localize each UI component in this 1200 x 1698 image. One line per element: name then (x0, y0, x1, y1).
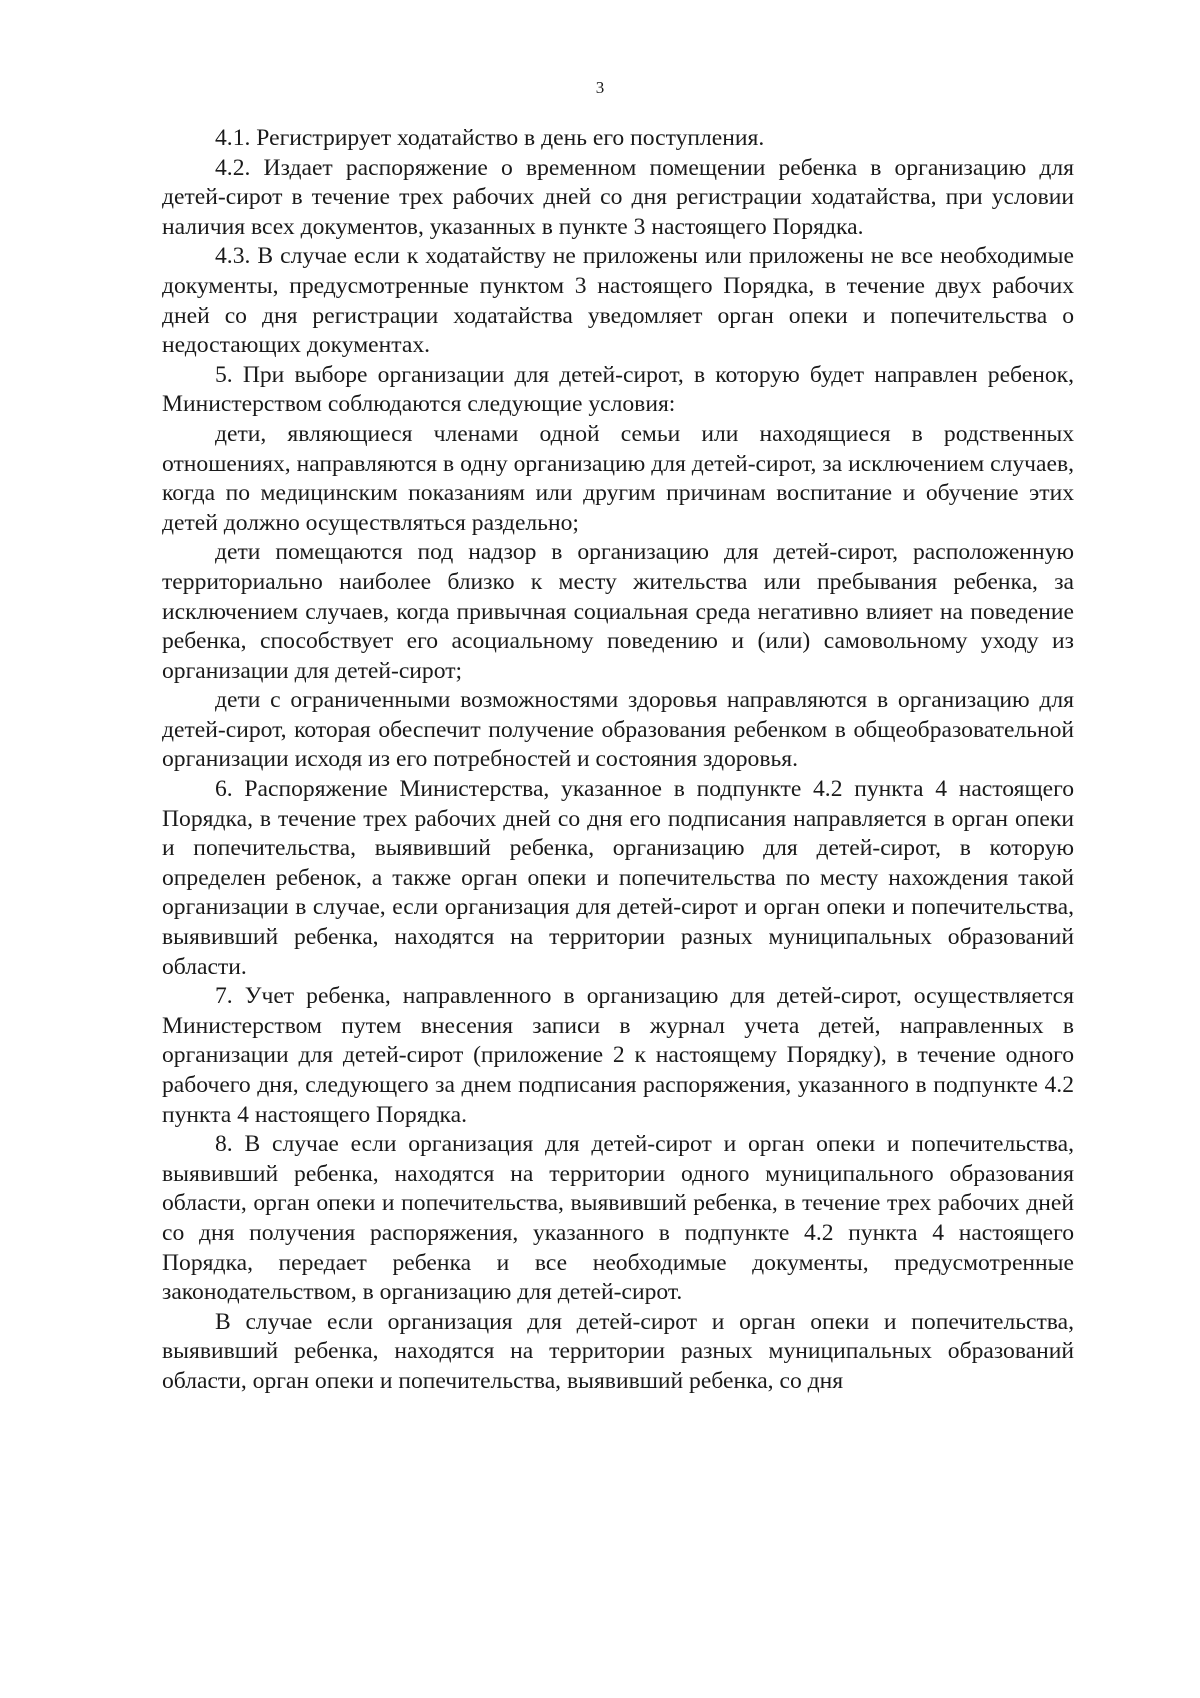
paragraph-4-3: 4.3. В случае если к ходатайству не приложены или приложены не все необходимые документы, предусмотренные пунктом 3 настоящего Порядка, в течение двух рабочих дней со дня регистрации ходатайства уведомляет орган опеки и попечительства о недостающих документах. (162, 243, 1074, 359)
paragraph-8: 8. В случае если организация для детей-сирот и орган опеки и попечительства, выявивший ребенка, находятся на территории одного муниципального образования области, орган опеки и попечительства, выявивший ребенка, в течение трех рабочих дней со дня получения распоряжения, указанного в подпункте 4.2 пункта 4 настоящего Порядка, передает ребенка и все необходимые документы, предусмотренные законодательством, в организацию для детей-сирот. (162, 1131, 1074, 1306)
paragraph-5-condition-2: дети помещаются под надзор в организацию для детей-сирот, расположенную территориально наиболее близко к месту жительства или пребывания ребенка, за исключением случаев, когда привычная социальная среда негативно влияет на поведение ребенка, способствует его асоциальному поведению и (или) самовольному уходу из организации для детей-сирот; (162, 539, 1074, 684)
document-body (162, 124, 1074, 1397)
paragraph-5-condition-1: дети, являющиеся членами одной семьи или находящиеся в родственных отношениях, направляются в одну организацию для детей-сирот, за исключением случаев, когда по медицинским показаниям или другим причинам воспитание и обучение этих детей должно осуществляться раздельно; (162, 420, 1074, 536)
page-number: 3 (595, 78, 605, 97)
paragraph-6: 6. Распоряжение Министерства, указанное в подпункте 4.2 пункта 4 настоящего Порядка, в течение трех рабочих дней со дня его подписания направляется в орган опеки и попечительства, выявивший ребенка, организацию для детей-сирот, в которую определен ребенок, а также орган опеки и попечительства по месту нахождения такой организации в случае, если организация для детей-сирот и орган опеки и попечительства, выявивший ребенка, находятся на территории разных муниципальных образований области. (162, 776, 1074, 980)
paragraph-5-condition-3: дети с ограниченными возможностями здоровья направляются в организацию для детей-сирот, которая обеспечит получение образования ребенком в общеобразовательной организации исходя из его потребностей и состояния здоровья. (162, 687, 1074, 773)
paragraph-4-2: 4.2. Издает распоряжение о временном помещении ребенка в организацию для детей-сирот в течение трех рабочих дней со дня регистрации ходатайства, при условии наличия всех документов, указанных в пункте 3 настоящего Порядка. (162, 154, 1074, 240)
paragraph-4-1: 4.1. Регистрирует ходатайство в день его поступления. (215, 125, 765, 151)
paragraph-5: 5. При выборе организации для детей-сирот, в которую будет направлен ребенок, Министерством соблюдаются следующие условия: (162, 361, 1074, 418)
paragraph-8-continued: В случае если организация для детей-сирот и орган опеки и попечительства, выявивший ребенка, находятся на территории разных муниципальных образований области, орган опеки и попечительства, выявивший ребенка, со дня (162, 1308, 1074, 1394)
paragraph-7: 7. Учет ребенка, направленного в организацию для детей-сирот, осуществляется Министерством путем внесения записи в журнал учета детей, направленных в организации для детей-сирот (приложение 2 к настоящему Порядку), в течение одного рабочего дня, следующего за днем подписания распоряжения, указанного в подпункте 4.2 пункта 4 настоящего Порядка. (162, 983, 1074, 1128)
